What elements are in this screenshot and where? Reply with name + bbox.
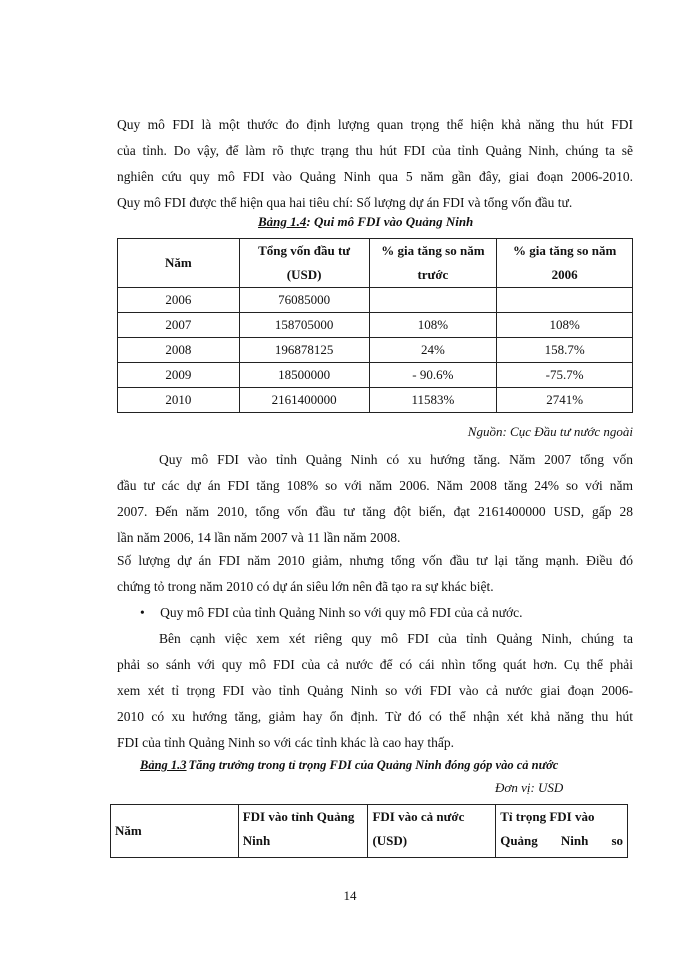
- table-cell: 108%: [369, 313, 497, 338]
- text-line: nghiên cứu quy mô FDI vào Quảng Ninh qua 5 năm gần đây, giai đoạn 2006-2010.: [117, 169, 633, 184]
- table-cell: 158.7%: [497, 338, 633, 363]
- header-cell: Năm: [111, 805, 239, 858]
- table-cell: 18500000: [239, 363, 369, 388]
- table-cell: 2741%: [497, 388, 633, 413]
- table-header-row: [118, 239, 633, 288]
- table-cell: - 90.6%: [369, 363, 497, 388]
- table-cell: 108%: [497, 313, 633, 338]
- table-row: [118, 313, 633, 338]
- text-line: của tỉnh. Do vậy, để làm rõ thực trạng thu hút FDI của tỉnh Quảng Ninh, chúng ta sẽ: [117, 143, 633, 158]
- table-cell: 2010: [118, 388, 240, 413]
- table2-caption: [140, 758, 558, 773]
- bullet-item: [140, 600, 523, 626]
- table-cell: 76085000: [239, 288, 369, 313]
- fdi-share-table: [110, 804, 628, 858]
- paragraph-projects: [117, 548, 633, 600]
- table-cell: 11583%: [369, 388, 497, 413]
- table1-caption: [258, 214, 473, 230]
- text-line: Quy mô FDI là một thước đo định lượng quan trọng thể hiện khả năng thu hút FDI: [117, 117, 633, 132]
- table1-caption-text: : Qui mô FDI vào Quảng Ninh: [306, 214, 474, 229]
- text-line: Bên cạnh việc xem xét riêng quy mô FDI của tỉnh Quảng Ninh, chúng ta: [159, 631, 633, 646]
- table2-unit: Đơn vị: USD: [495, 780, 564, 795]
- table2-caption-label: Bảng 1.3: [140, 758, 187, 772]
- paragraph-trend: [117, 447, 633, 551]
- header-cell: Tổng vốn đầu tư (USD): [239, 239, 369, 288]
- table-cell: 2008: [118, 338, 240, 363]
- table-row: [118, 288, 633, 313]
- table-cell: 2006: [118, 288, 240, 313]
- text-line: Quy mô FDI được thể hiện qua hai tiêu chí: Số lượng dự án FDI và tổng vốn đầu tư.: [117, 195, 573, 210]
- text-line: đầu tư các dự án FDI tăng 108% so với năm 2006. Năm 2008 tăng 24% so với năm: [117, 478, 633, 493]
- header-cell: % gia tăng so năm 2006: [497, 239, 633, 288]
- fdi-scale-table: [117, 238, 633, 413]
- text-line: FDI của tỉnh Quảng Ninh so với các tỉnh khác là cao hay thấp.: [117, 735, 455, 750]
- table-cell: 2007: [118, 313, 240, 338]
- text-line: 2010 có xu hướng tăng, giảm hay ổn định. Từ đó có thể nhận xét khả năng thu hút: [117, 709, 633, 724]
- header-cell: Năm: [118, 239, 240, 288]
- paragraph-intro: [117, 112, 633, 216]
- table-cell: 2009: [118, 363, 240, 388]
- text-line: chứng tỏ trong năm 2010 có dự án siêu lớn nên đã tạo ra sự khác biệt.: [117, 579, 494, 594]
- page-number: 14: [343, 888, 357, 903]
- text-line: lần năm 2006, 14 lần năm 2007 và 11 lần năm 2008.: [117, 530, 401, 545]
- table-row: [118, 338, 633, 363]
- paragraph-comparison: [117, 626, 633, 756]
- text-line: phải so sánh với quy mô FDI của cả nước để có cái nhìn tổng quát hơn. Cụ thể phải: [117, 657, 633, 672]
- table-cell: -75.7%: [497, 363, 633, 388]
- table-cell: 158705000: [239, 313, 369, 338]
- table-row: [118, 388, 633, 413]
- text-line: Số lượng dự án FDI năm 2010 giảm, nhưng tổng vốn đầu tư lại tăng mạnh. Điều đó: [117, 553, 633, 568]
- table-cell: 2161400000: [239, 388, 369, 413]
- table-cell: [369, 288, 497, 313]
- table-cell: 24%: [369, 338, 497, 363]
- table1-source: Nguồn: Cục Đầu tư nước ngoài: [467, 424, 633, 439]
- header-cell: FDI vào tỉnh Quảng Ninh: [238, 805, 368, 858]
- text-line: 2007. Đến năm 2010, tổng vốn đầu tư tăng đột biến, đạt 2161400000 USD, gấp 28: [117, 504, 633, 519]
- header-cell: % gia tăng so năm trước: [369, 239, 497, 288]
- text-line: Quy mô FDI vào tỉnh Quảng Ninh có xu hướng tăng. Năm 2007 tổng vốn: [159, 452, 633, 467]
- bullet-icon: •: [140, 605, 145, 620]
- bullet-text: Quy mô FDI của tỉnh Quảng Ninh so với quy mô FDI của cả nước.: [160, 605, 523, 620]
- header-cell: FDI vào cả nước (USD): [368, 805, 496, 858]
- table-cell: [497, 288, 633, 313]
- text-line: xem xét tỉ trọng FDI vào tỉnh Quảng Ninh so với FDI vào cả nước giai đoạn 2006-: [117, 683, 633, 698]
- table-row: [118, 363, 633, 388]
- table-cell: 196878125: [239, 338, 369, 363]
- table1-caption-label: Bảng 1.4: [258, 214, 307, 229]
- table-header-row: [111, 805, 628, 858]
- table2-caption-text: Tăng trưởng trong tỉ trọng FDI của Quảng Ninh đóng góp vào cả nước: [188, 758, 559, 772]
- header-cell: Tỉ trọng FDI vào Quảng Ninh so: [496, 805, 628, 858]
